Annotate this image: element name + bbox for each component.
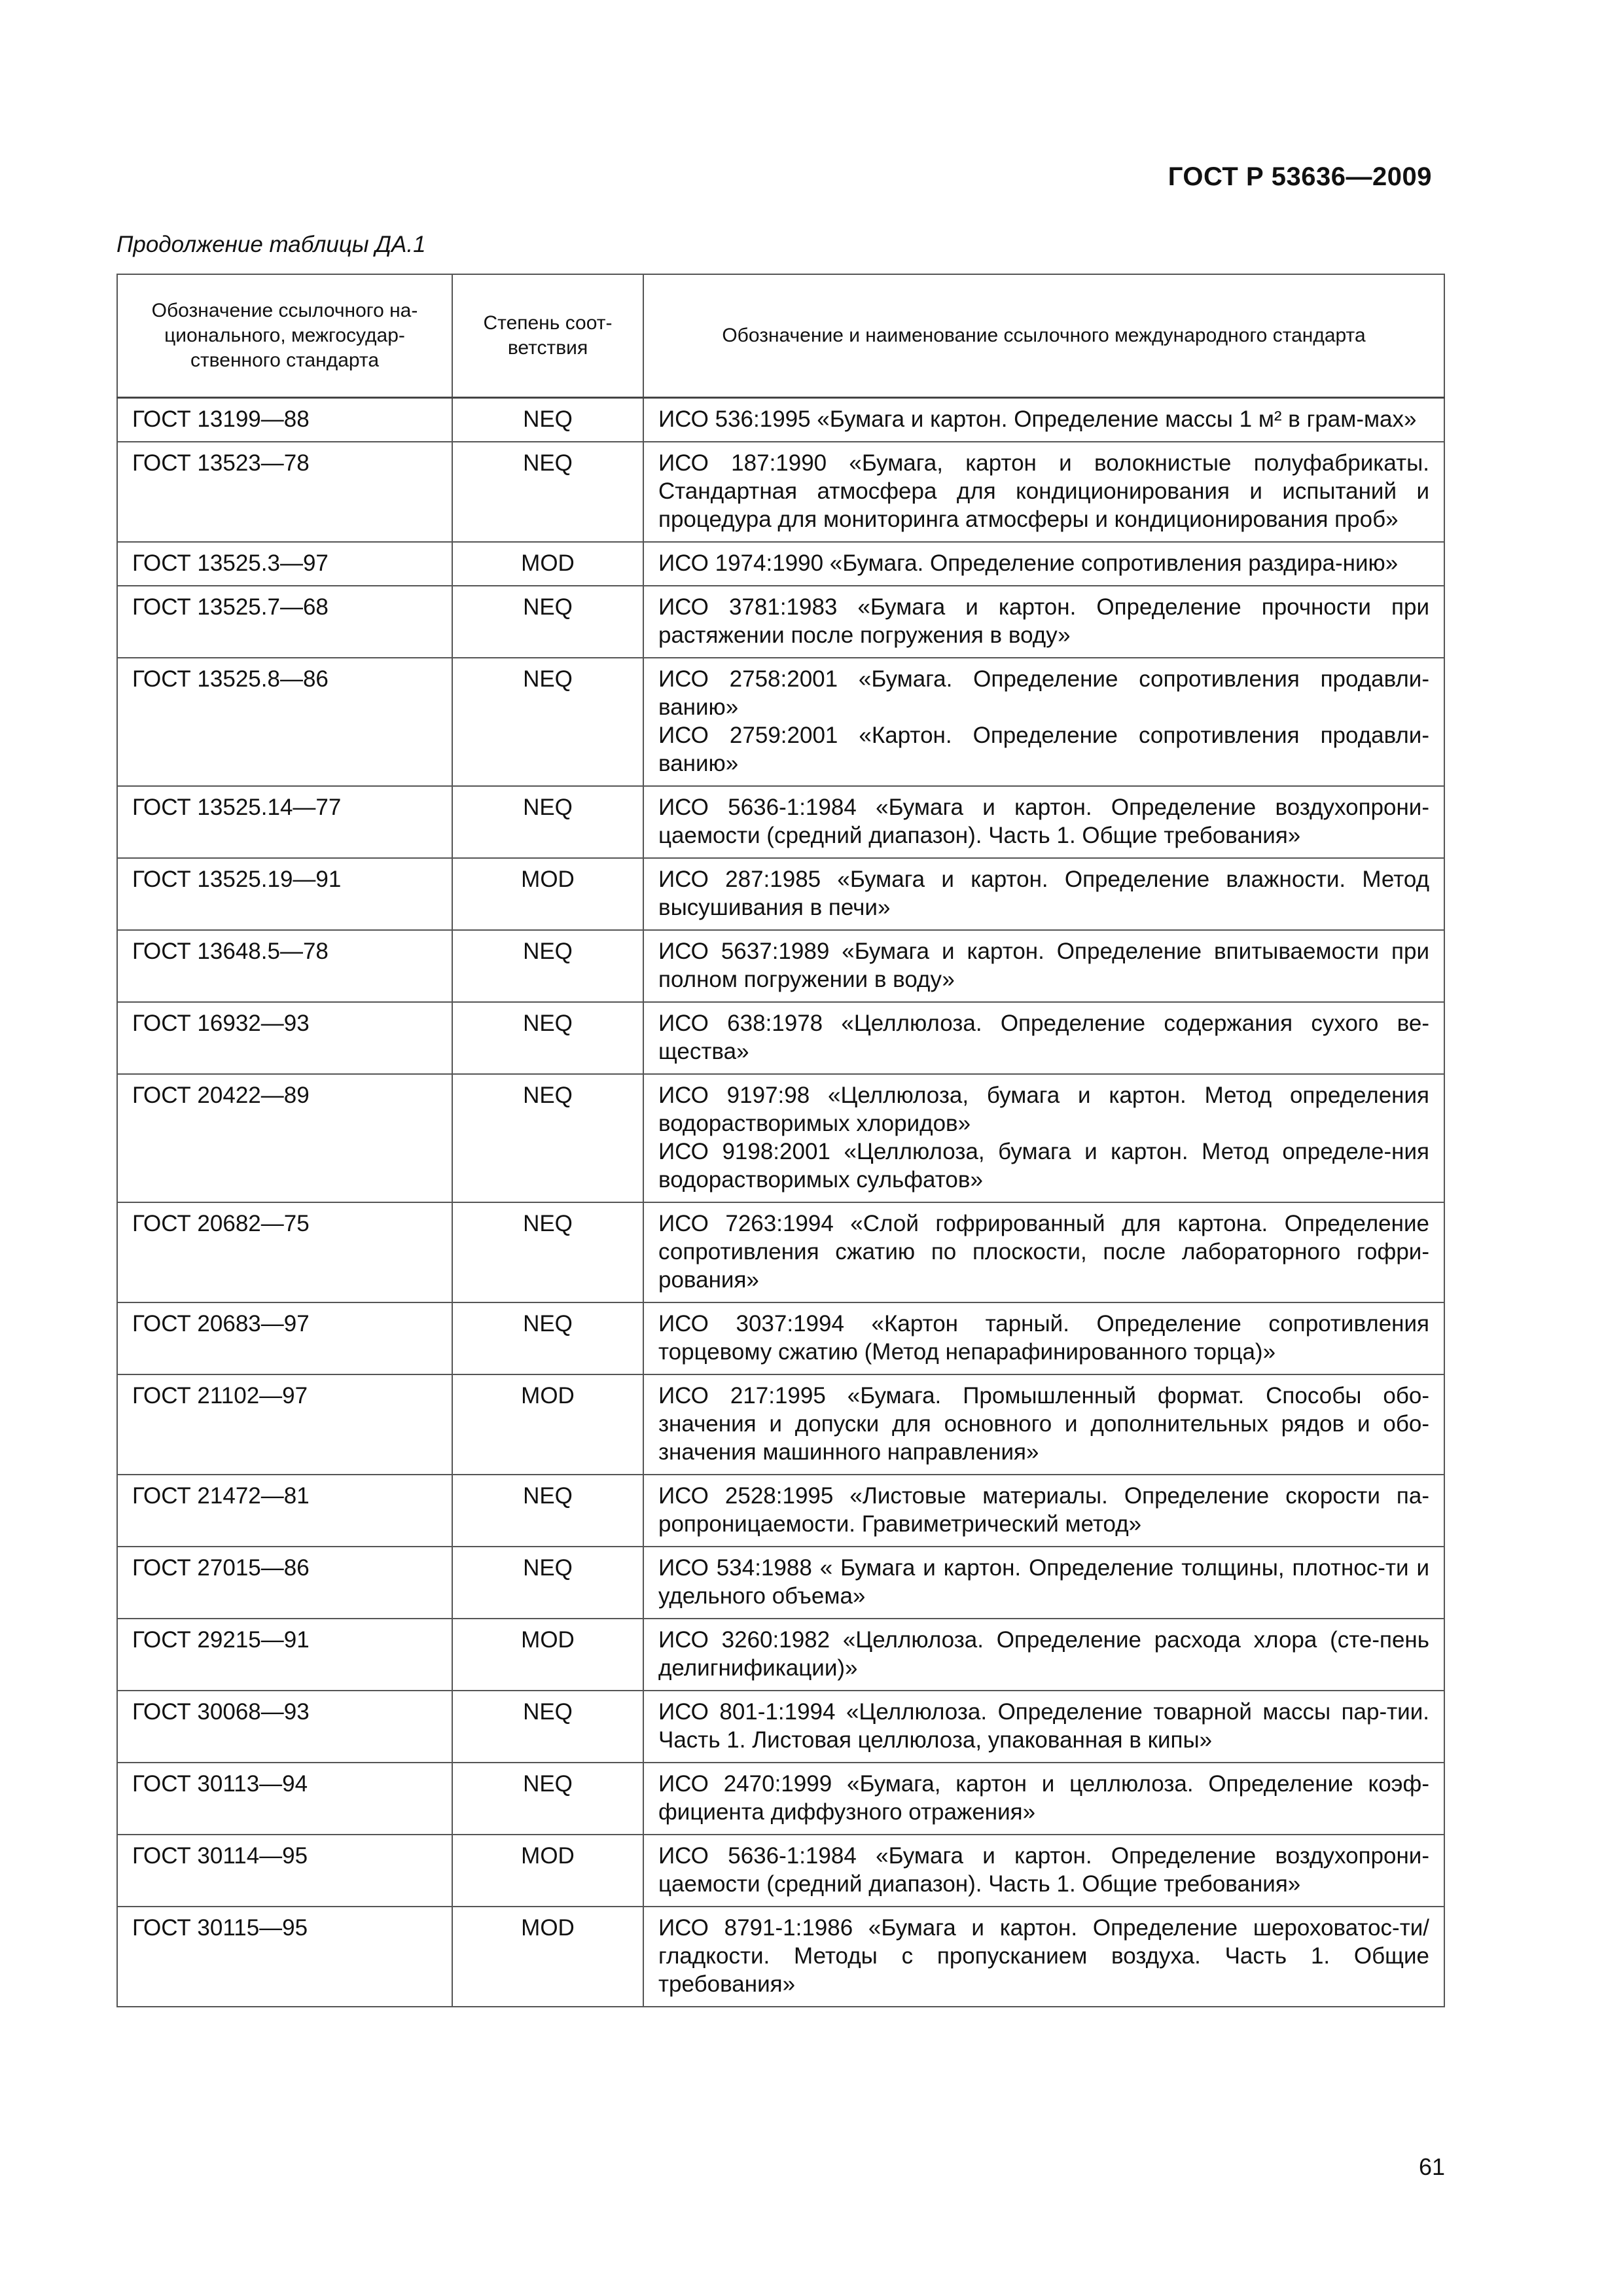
national-standard-cell: ГОСТ 27015—86 xyxy=(117,1547,452,1619)
table-row xyxy=(117,786,1444,858)
national-standard-cell: ГОСТ 13648.5—78 xyxy=(117,930,452,1002)
international-standard-entry: ИСО 638:1978 «Целлюлоза. Определение содержания сухого ве-щества» xyxy=(658,1011,1429,1064)
international-standard-cell xyxy=(643,1619,1444,1691)
degree-cell: NEQ xyxy=(452,1763,643,1835)
degree-cell: NEQ xyxy=(452,442,643,542)
international-standard-cell xyxy=(643,1691,1444,1763)
degree-cell: MOD xyxy=(452,542,643,586)
national-standard-cell: ГОСТ 13199—88 xyxy=(117,398,452,442)
international-standard-cell xyxy=(643,1302,1444,1374)
international-standard-entry: ИСО 5636-1:1984 «Бумага и картон. Определение воздухопрони-цаемости (средний диапазон). Часть 1. Общие требования» xyxy=(658,795,1429,848)
international-standard-cell xyxy=(643,1907,1444,2007)
national-standard-cell: ГОСТ 16932—93 xyxy=(117,1002,452,1074)
international-standard-cell xyxy=(643,786,1444,858)
national-standard-cell: ГОСТ 29215—91 xyxy=(117,1619,452,1691)
international-standard-cell xyxy=(643,542,1444,586)
table-row xyxy=(117,658,1444,786)
degree-cell: NEQ xyxy=(452,1547,643,1619)
table-row xyxy=(117,1763,1444,1835)
degree-cell: NEQ xyxy=(452,658,643,786)
national-standard-cell: ГОСТ 13525.14—77 xyxy=(117,786,452,858)
international-standard-entry: ИСО 3260:1982 «Целлюлоза. Определение расхода хлора (сте-пень делигнификации)» xyxy=(658,1627,1429,1681)
international-standard-cell xyxy=(643,1763,1444,1835)
document-id: ГОСТ Р 53636—2009 xyxy=(1168,162,1432,191)
national-standard-cell: ГОСТ 13525.19—91 xyxy=(117,858,452,930)
table-row xyxy=(117,858,1444,930)
degree-cell: NEQ xyxy=(452,1475,643,1547)
international-standard-cell xyxy=(643,1002,1444,1074)
table-caption: Продолжение таблицы ДА.1 xyxy=(116,232,426,257)
table-row xyxy=(117,930,1444,1002)
international-standard-entry: ИСО 2528:1995 «Листовые материалы. Определение скорости па-ропроницаемости. Гравиметрический метод» xyxy=(658,1483,1429,1537)
table-row xyxy=(117,1074,1444,1202)
international-standard-entry: ИСО 3781:1983 «Бумага и картон. Определение прочности при растяжении после погружения в воду» xyxy=(658,594,1429,648)
international-standard-entry: ИСО 534:1988 « Бумага и картон. Определение толщины, плотнос-ти и удельного объема» xyxy=(658,1555,1429,1609)
national-standard-cell: ГОСТ 21472—81 xyxy=(117,1475,452,1547)
table-row xyxy=(117,1202,1444,1302)
international-standard-entry: ИСО 1974:1990 «Бумага. Определение сопротивления раздира-нию» xyxy=(658,550,1399,576)
international-standard-entry: ИСО 2759:2001 «Картон. Определение сопротивления продавли-ванию» xyxy=(658,723,1429,776)
table-row xyxy=(117,1691,1444,1763)
international-standard-entry: ИСО 287:1985 «Бумага и картон. Определение влажности. Метод высушивания в печи» xyxy=(658,867,1429,920)
international-standard-cell xyxy=(643,398,1444,442)
international-standard-cell xyxy=(643,442,1444,542)
international-standard-entry: ИСО 8791-1:1986 «Бумага и картон. Определение шероховатос-ти/гладкости. Методы с пропусканием воздуха. Часть 1. Общие требования» xyxy=(658,1915,1429,1997)
international-standard-entry: ИСО 9197:98 «Целлюлоза, бумага и картон. Метод определения водорастворимых хлоридов» xyxy=(658,1083,1429,1136)
international-standard-entry: ИСО 9198:2001 «Целлюлоза, бумага и картон. Метод определе-ния водорастворимых сульфатов» xyxy=(658,1139,1429,1193)
national-standard-cell: ГОСТ 30114—95 xyxy=(117,1835,452,1907)
national-standard-cell: ГОСТ 13525.7—68 xyxy=(117,586,452,658)
international-standard-entry: ИСО 2470:1999 «Бумага, картон и целлюлоза. Определение коэф-фициента диффузного отражения» xyxy=(658,1771,1429,1825)
national-standard-cell: ГОСТ 13523—78 xyxy=(117,442,452,542)
international-standard-cell xyxy=(643,1475,1444,1547)
national-standard-cell: ГОСТ 20683—97 xyxy=(117,1302,452,1374)
international-standard-cell xyxy=(643,1374,1444,1475)
degree-cell: NEQ xyxy=(452,1002,643,1074)
international-standard-cell xyxy=(643,858,1444,930)
table-row xyxy=(117,586,1444,658)
international-standard-entry: ИСО 3037:1994 «Картон тарный. Определение сопротивления торцевому сжатию (Метод непарафинированного торца)» xyxy=(658,1311,1429,1365)
table-row xyxy=(117,1835,1444,1907)
international-standard-entry: ИСО 5636-1:1984 «Бумага и картон. Определение воздухопрони-цаемости (средний диапазон). Часть 1. Общие требования» xyxy=(658,1843,1429,1897)
table-row xyxy=(117,1302,1444,1374)
international-standard-entry: ИСО 536:1995 «Бумага и картон. Определение массы 1 м² в грам-мах» xyxy=(658,406,1417,432)
column-header-degree: Степень соот-ветствия xyxy=(452,274,643,398)
degree-cell: MOD xyxy=(452,1835,643,1907)
table-row xyxy=(117,1475,1444,1547)
degree-cell: MOD xyxy=(452,1619,643,1691)
international-standard-cell xyxy=(643,1547,1444,1619)
international-standard-cell xyxy=(643,586,1444,658)
degree-cell: NEQ xyxy=(452,786,643,858)
table-header-row xyxy=(117,274,1444,398)
international-standard-cell xyxy=(643,658,1444,786)
degree-cell: NEQ xyxy=(452,1691,643,1763)
table-row xyxy=(117,1907,1444,2007)
degree-cell: MOD xyxy=(452,858,643,930)
degree-cell: MOD xyxy=(452,1374,643,1475)
table-row xyxy=(117,1547,1444,1619)
international-standard-cell xyxy=(643,1835,1444,1907)
international-standard-entry: ИСО 217:1995 «Бумага. Промышленный формат. Способы обо-значения и допуски для основного и дополнительных рядов и обо-значения машинного направления» xyxy=(658,1383,1429,1465)
page-number: 61 xyxy=(1418,2153,1445,2180)
national-standard-cell: ГОСТ 13525.3—97 xyxy=(117,542,452,586)
international-standard-cell xyxy=(643,930,1444,1002)
table-row xyxy=(117,398,1444,442)
national-standard-cell: ГОСТ 20422—89 xyxy=(117,1074,452,1202)
degree-cell: NEQ xyxy=(452,1302,643,1374)
table-row xyxy=(117,542,1444,586)
international-standard-entry: ИСО 2758:2001 «Бумага. Определение сопротивления продавли-ванию» xyxy=(658,666,1429,720)
international-standard-entry: ИСО 801-1:1994 «Целлюлоза. Определение товарной массы пар-тии. Часть 1. Листовая целлюлоза, упакованная в кипы» xyxy=(658,1699,1429,1753)
degree-cell: NEQ xyxy=(452,398,643,442)
international-standard-entry: ИСО 187:1990 «Бумага, картон и волокнистые полуфабрикаты. Стандартная атмосфера для кондиционирования и испытаний и процедура для мониторинга атмосферы и кондиционирования проб» xyxy=(658,450,1429,532)
national-standard-cell: ГОСТ 20682—75 xyxy=(117,1202,452,1302)
national-standard-cell: ГОСТ 30068—93 xyxy=(117,1691,452,1763)
degree-cell: NEQ xyxy=(452,1074,643,1202)
column-header-international-standard: Обозначение и наименование ссылочного международного стандарта xyxy=(643,274,1444,398)
degree-cell: MOD xyxy=(452,1907,643,2007)
international-standard-entry: ИСО 7263:1994 «Слой гофрированный для картона. Определение сопротивления сжатию по плоскости, после лабораторного гофри-рования» xyxy=(658,1211,1429,1293)
reference-table xyxy=(116,274,1445,2007)
table-row xyxy=(117,1374,1444,1475)
degree-cell: NEQ xyxy=(452,586,643,658)
degree-cell: NEQ xyxy=(452,1202,643,1302)
national-standard-cell: ГОСТ 13525.8—86 xyxy=(117,658,452,786)
table-row xyxy=(117,442,1444,542)
international-standard-cell xyxy=(643,1074,1444,1202)
international-standard-entry: ИСО 5637:1989 «Бумага и картон. Определение впитываемости при полном погружении в воду» xyxy=(658,939,1429,992)
degree-cell: NEQ xyxy=(452,930,643,1002)
national-standard-cell: ГОСТ 21102—97 xyxy=(117,1374,452,1475)
national-standard-cell: ГОСТ 30113—94 xyxy=(117,1763,452,1835)
table-row xyxy=(117,1619,1444,1691)
column-header-national-standard: Обозначение ссылочного на-ционального, межгосудар-ственного стандарта xyxy=(117,274,452,398)
international-standard-cell xyxy=(643,1202,1444,1302)
table-body xyxy=(117,398,1444,2007)
table-row xyxy=(117,1002,1444,1074)
national-standard-cell: ГОСТ 30115—95 xyxy=(117,1907,452,2007)
